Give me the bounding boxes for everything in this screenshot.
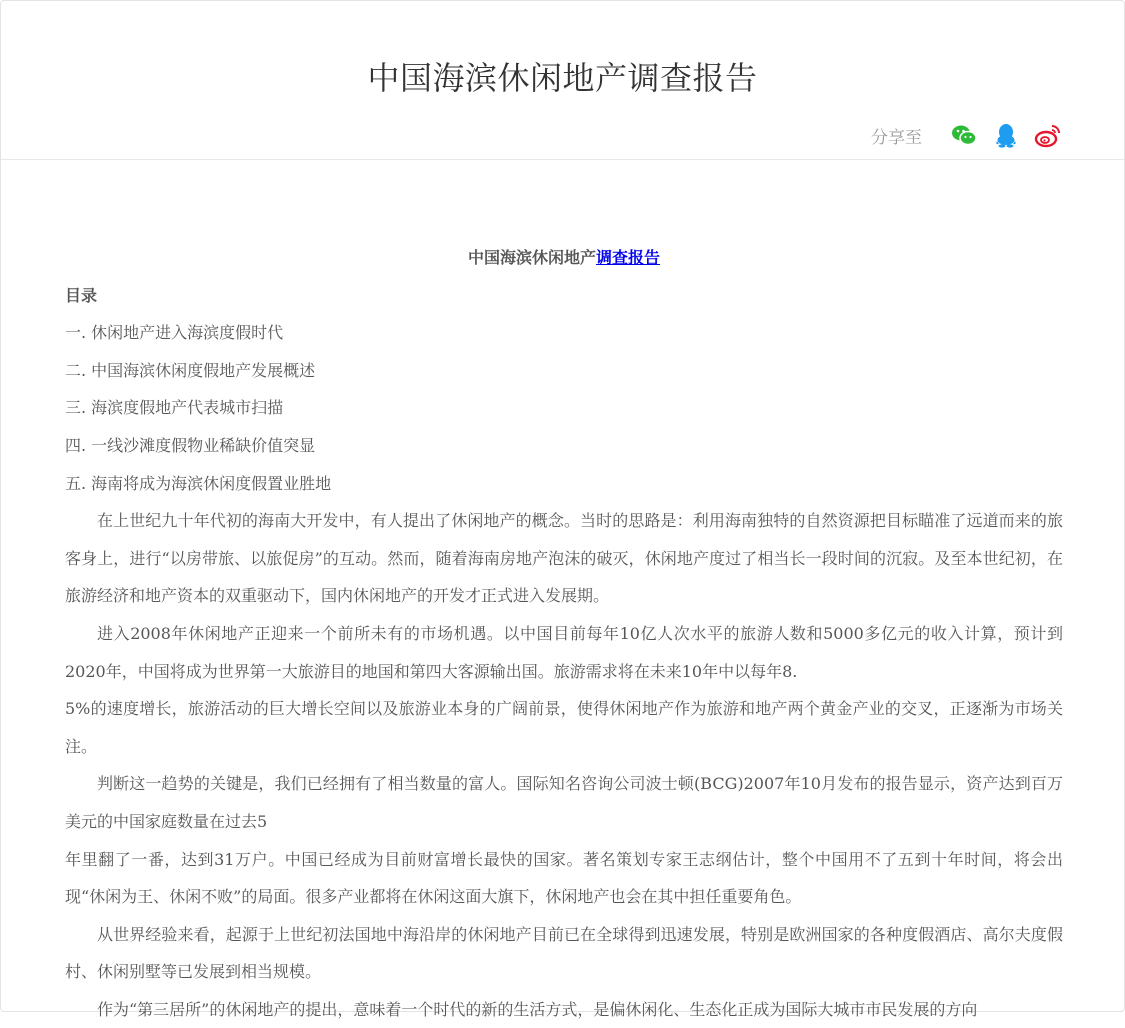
share-label: 分享至 — [871, 127, 922, 148]
qq-icon[interactable] — [992, 121, 1020, 149]
toc-heading: 目录 — [65, 285, 98, 305]
toc-item: 四. 一线沙滩度假物业稀缺价值突显 — [65, 435, 316, 455]
toc-item: 三. 海滨度假地产代表城市扫描 — [65, 398, 284, 418]
paragraph: 作为“第三居所”的休闲地产的提出，意味着一个时代的新的生活方式，是偏休闲化、生态化正成为国际大城市市民发展的方向 — [97, 999, 978, 1019]
toc-item: 二. 中国海滨休闲度假地产发展概述 — [65, 360, 316, 380]
paragraph: 5%的速度增长，旅游活动的巨大增长空间以及旅游业本身的广阔前景，使得休闲地产作为旅游和地产两个黄金产业的交叉，正逐渐为市场关注。 — [65, 699, 1063, 756]
page-header — [1, 1, 1124, 160]
paragraph: 从世界经验来看，起源于上世纪初法国地中海沿岸的休闲地产目前已在全球得到迅速发展，特别是欧洲国家的各种度假酒店、高尔夫度假村、休闲别墅等已发展到相当规模。 — [65, 924, 1063, 982]
paragraph: 判断这一趋势的关键是，我们已经拥有了相当数量的富人。国际知名咨询公司波士顿(BCG)2007年10月发布的报告显示，资产达到百万美元的中国家庭数量在过去5 — [65, 774, 1063, 831]
page-title: 中国海滨休闲地产调查报告 — [367, 59, 758, 97]
article-body — [65, 239, 1063, 1028]
wechat-icon[interactable] — [950, 121, 978, 149]
paragraph: 进入2008年休闲地产正迎来一个前所未有的市场机遇。以中国目前每年10亿人次水平的旅游人数和5000多亿元的收入计算，预计到2020年，中国将成为世界第一大旅游目的地国和第四大客源输出国。旅游需求将在未来10年中以每年8. — [65, 623, 1063, 681]
share-bar — [871, 121, 1062, 149]
report-link[interactable]: 调查报告 — [596, 248, 661, 267]
toc-item: 五. 海南将成为海滨休闲度假置业胜地 — [65, 473, 332, 493]
article-heading-text: 中国海滨休闲地产 — [467, 248, 596, 267]
toc-item: 一. 休闲地产进入海滨度假时代 — [65, 323, 284, 343]
paragraph: 在上世纪九十年代初的海南大开发中，有人提出了休闲地产的概念。当时的思路是：利用海南独特的自然资源把目标瞄准了远道而来的旅客身上，进行“以房带旅、以旅促房”的互动。然而，随着海南房地产泡沫的破灭，休闲地产度过了相当长一段时间的沉寂。及至本世纪初，在旅游经济和地产资本的双重驱动下，国内休闲地产的开发才正式进入发展期。 — [65, 511, 1063, 606]
paragraph: 年里翻了一番，达到31万户。中国已经成为目前财富增长最快的国家。著名策划专家王志纲估计，整个中国用不了五到十年时间，将会出现“休闲为王、休闲不败”的局面。很多产业都将在休闲这面大旗下，休闲地产也会在其中担任重要角色。 — [65, 849, 1063, 907]
weibo-icon[interactable] — [1034, 121, 1062, 149]
article-heading — [65, 239, 1063, 277]
